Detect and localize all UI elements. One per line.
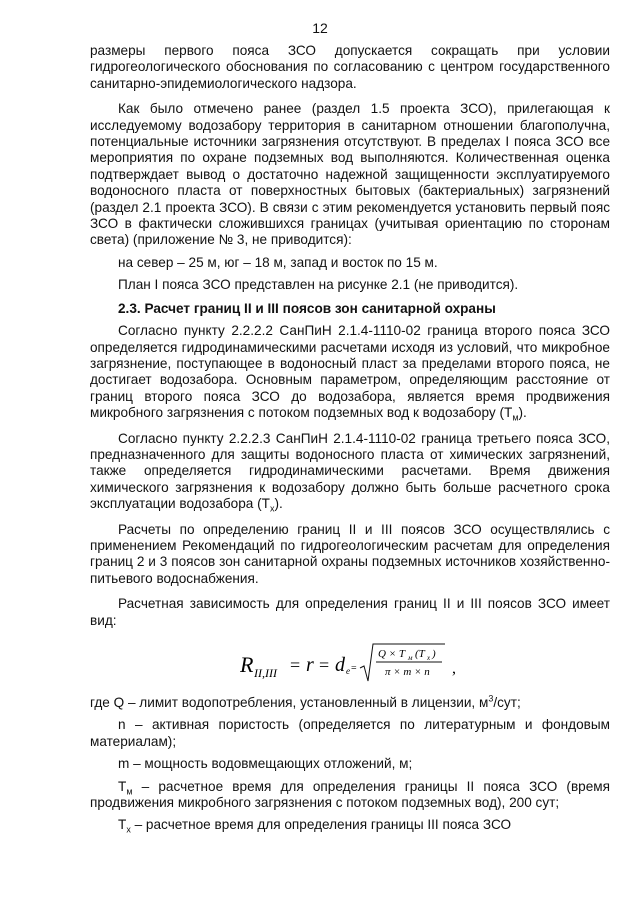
- formula-eq2: =: [319, 655, 330, 675]
- section-heading: 2.3. Расчет границ II и III поясов зон санитарной охраны: [118, 300, 496, 316]
- formula-num: Q × T: [378, 648, 405, 660]
- definition-n: n – активная пористость (определяется по литературным и фондовым материалам);: [90, 717, 610, 749]
- formula-num-paren-sub: x: [427, 654, 431, 662]
- formula-d: d: [335, 654, 345, 676]
- paragraph-6-sub: х: [269, 503, 275, 514]
- paragraph-1: размеры первого пояса ЗСО допускается сокращать при условии гидрогеологического обоснования по согласованию с центром государственного санитарно-эпидемиологического надзора.: [90, 43, 610, 91]
- formula-comma: ,: [452, 660, 456, 677]
- paragraph-8: Расчетная зависимость для определения границ II и III поясов ЗСО имеет вид:: [90, 596, 610, 628]
- definition-tm: [90, 779, 610, 812]
- paragraph-6-end: ).: [274, 496, 283, 512]
- definition-tx: [90, 817, 610, 836]
- paragraph-5-end: ).: [518, 405, 527, 421]
- paragraph-3: на север – 25 м, юг – 18 м, запад и восток по 15 м.: [118, 254, 438, 270]
- definition-tm-symbol: Т: [118, 778, 127, 794]
- paragraph-5: [90, 323, 610, 421]
- formula-graphic: [240, 641, 480, 687]
- definition-q: [90, 695, 610, 711]
- formula-num-paren: (T: [415, 648, 425, 660]
- formula-den: π × m × n: [385, 666, 430, 678]
- formula-r: r: [306, 654, 314, 676]
- formula-eq1: =: [290, 655, 301, 675]
- page-number: 12: [312, 20, 328, 36]
- formula-num-close: ): [432, 648, 436, 660]
- document-body: [90, 43, 610, 834]
- definition-tm-text: – расчетное время для определения границы II пояса ЗСО (время продвижения микробного загрязнения с потоком подземных вод), 200 сут;: [90, 778, 610, 811]
- formula-num-sub: м: [408, 654, 413, 662]
- paragraph-6: [90, 431, 610, 513]
- definition-tx-text: – расчетное время для определения границы III пояса ЗСО: [130, 817, 512, 833]
- formula-eq3: =: [351, 663, 357, 674]
- formula: [90, 641, 610, 687]
- definition-m: m – мощность водовмещающих отложений, м;: [118, 756, 413, 772]
- definition-q-text: где Q – лимит водопотребления, установленный в лицензии, м: [90, 695, 489, 710]
- paragraph-2: Как было отмечено ранее (раздел 1.5 проекта ЗСО), прилегающая к исследуемому водозабору территория в санитарном отношении благополучна, потенциальные источники загрязнения отсутствуют. В пределах I пояса ЗСО все мероприятия по охране подземных вод выполняются. Количественная оценка подтверждает вывод о достаточно надежной защищенности эксплуатируемого водоносного пласта от поверхностных бытовых (бактериальных) загрязнений (раздел 2.1 проекта ЗСО). В связи с этим рекомендуется установить первый пояс ЗСО в фактически сложившихся границах (учитывая ориентацию по сторонам света) (приложение № 3, не приводится):: [90, 101, 610, 248]
- definition-q-sup: 3: [488, 693, 494, 704]
- definition-tm-sub: м: [126, 786, 133, 797]
- paragraph-5-text: Согласно пункту 2.2.2.2 СанПиН 2.1.4-1110-02 граница второго пояса ЗСО определяется гидродинамическими расчетами исходя из условий, что микробное загрязнение, поступающее в водоносный пласт за пределами второго пояса, не достигает водозабора. Основным параметром, определяющим расстояние от границ второго пояса ЗСО до водозабора, является время продвижения микробного загрязнения с потоком подземных вод к водозабору (Т: [90, 323, 610, 421]
- formula-R-sub: II,III: [254, 666, 277, 680]
- paragraph-4: План I пояса ЗСО представлен на рисунке 2.1 (не приводится).: [118, 277, 519, 293]
- paragraph-6-text: Согласно пункту 2.2.2.3 СанПиН 2.1.4-1110-02 граница третьего пояса ЗСО, предназначенного для защиты водоносного пласта от химических загрязнений, также определяется гидродинамическими расчетами. Время движения химического загрязнения к водозабору должно быть больше расчетного срока эксплуатации водозабора (Т: [90, 430, 610, 512]
- paragraph-5-sub: м: [512, 412, 519, 423]
- definition-tx-sub: х: [126, 825, 131, 836]
- definition-tx-symbol: Т: [118, 817, 127, 833]
- formula-d-sub: e: [346, 666, 350, 676]
- definition-q-end: /сут;: [493, 695, 521, 710]
- paragraph-7: Расчеты по определению границ II и III поясов ЗСО осуществлялись с применением Рекомендаций по гидрогеологическим расчетам для определения границ 2 и 3 поясов зон санитарной охраны подземных источников хозяйственно-питьевого водоснабжения.: [90, 521, 610, 586]
- formula-R: R: [240, 652, 254, 677]
